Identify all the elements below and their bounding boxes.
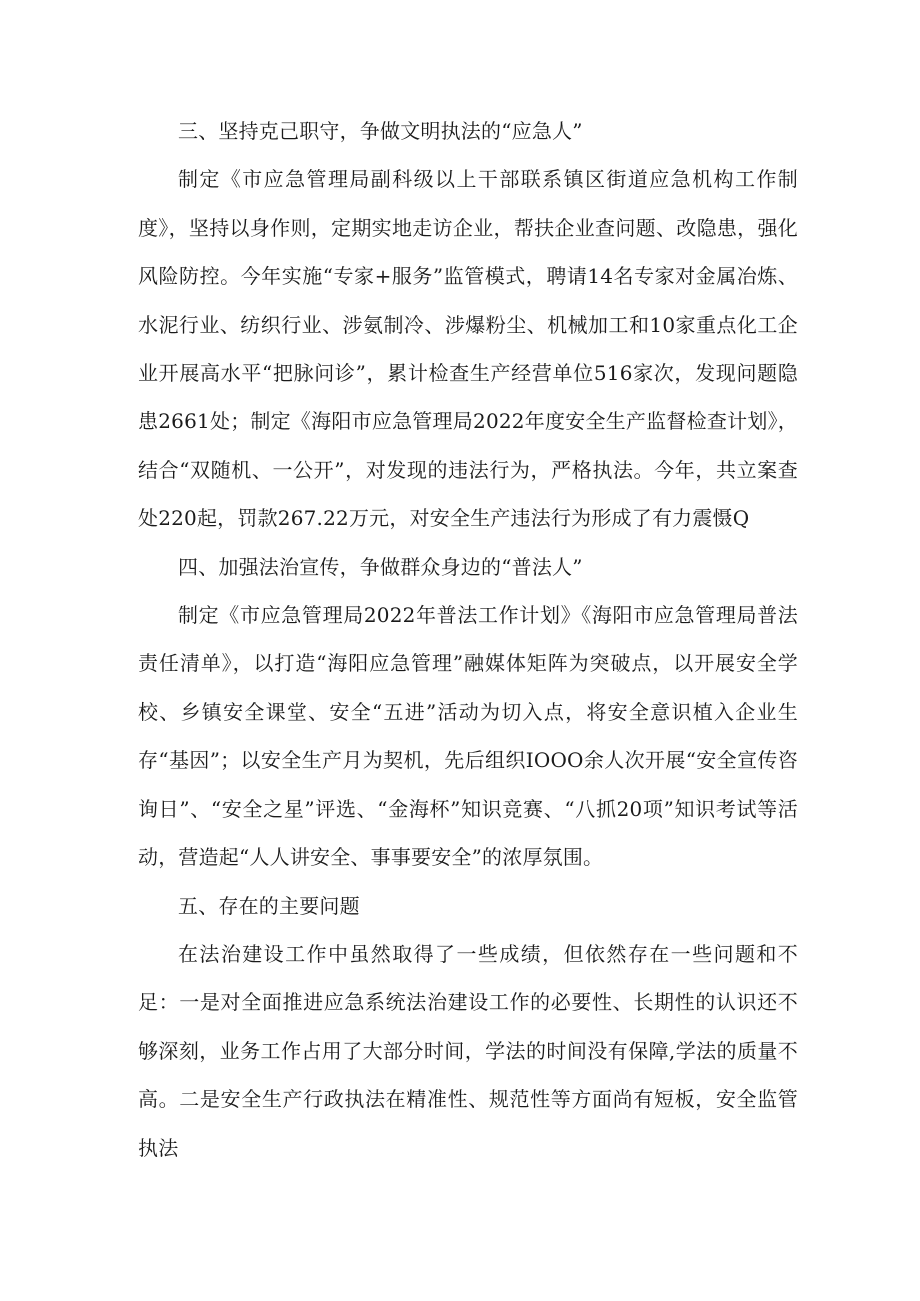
section-heading-3: 三、坚持克己职守，争做文明执法的“应急人” bbox=[178, 119, 583, 143]
section-paragraph-3: 制定《市应急管理局副科级以上干部联系镇区街道应急机构工作制度》，坚持以身作则，定期实地走访企业，帮扶企业查问题、改隐患，强化风险防控。今年实施“专家+服务”监管模式，聘请14名专家对金属冶炼、水泥行业、纺织行业、涉氨制冷、涉爆粉尘、机械加工和10家重点化工企业开展高水平“把脉问诊”，累计检查生产经营单位516家次，发现问题隐患2661处；制定《海阳市应急管理局2022年度安全生产监督检查计划》，结合“双随机、一公开”，对发现的违法行为，严格执法。今年，共立案查处220起，罚款267.22万元，对安全生产违法行为形成了有力震慑Q bbox=[138, 167, 798, 531]
section-paragraph-4: 制定《市应急管理局2022年普法工作计划》《海阳市应急管理局普法责任清单》，以打造“海阳应急管理”融媒体矩阵为突破点，以开展安全学校、乡镇安全课堂、安全“五进”活动为切入点，将安全意识植入企业生存“基因”；以安全生产月为契机，先后组织IOOO余人次开展“安全宣传咨询日”、“安全之星”评选、“金海杯”知识竞赛、“八抓20项”知识考试等活动，营造起“人人讲安全、事事要安全”的浓厚氛围。 bbox=[138, 603, 798, 870]
section-heading-4: 四、加强法治宣传，争做群众身边的“普法人” bbox=[178, 554, 583, 579]
section-heading-5: 五、存在的主要问题 bbox=[178, 893, 360, 918]
section-paragraph-5: 在法治建设工作中虽然取得了一些成绩，但依然存在一些问题和不足：一是对全面推进应急系统法治建设工作的必要性、长期性的认识还不够深刻，业务工作占用了大部分时间，学法的时间没有保障,学法的质量不高。二是安全生产行政执法在精准性、规范性等方面尚有短板，安全监管执法 bbox=[138, 941, 798, 1160]
document-body bbox=[138, 107, 798, 1172]
